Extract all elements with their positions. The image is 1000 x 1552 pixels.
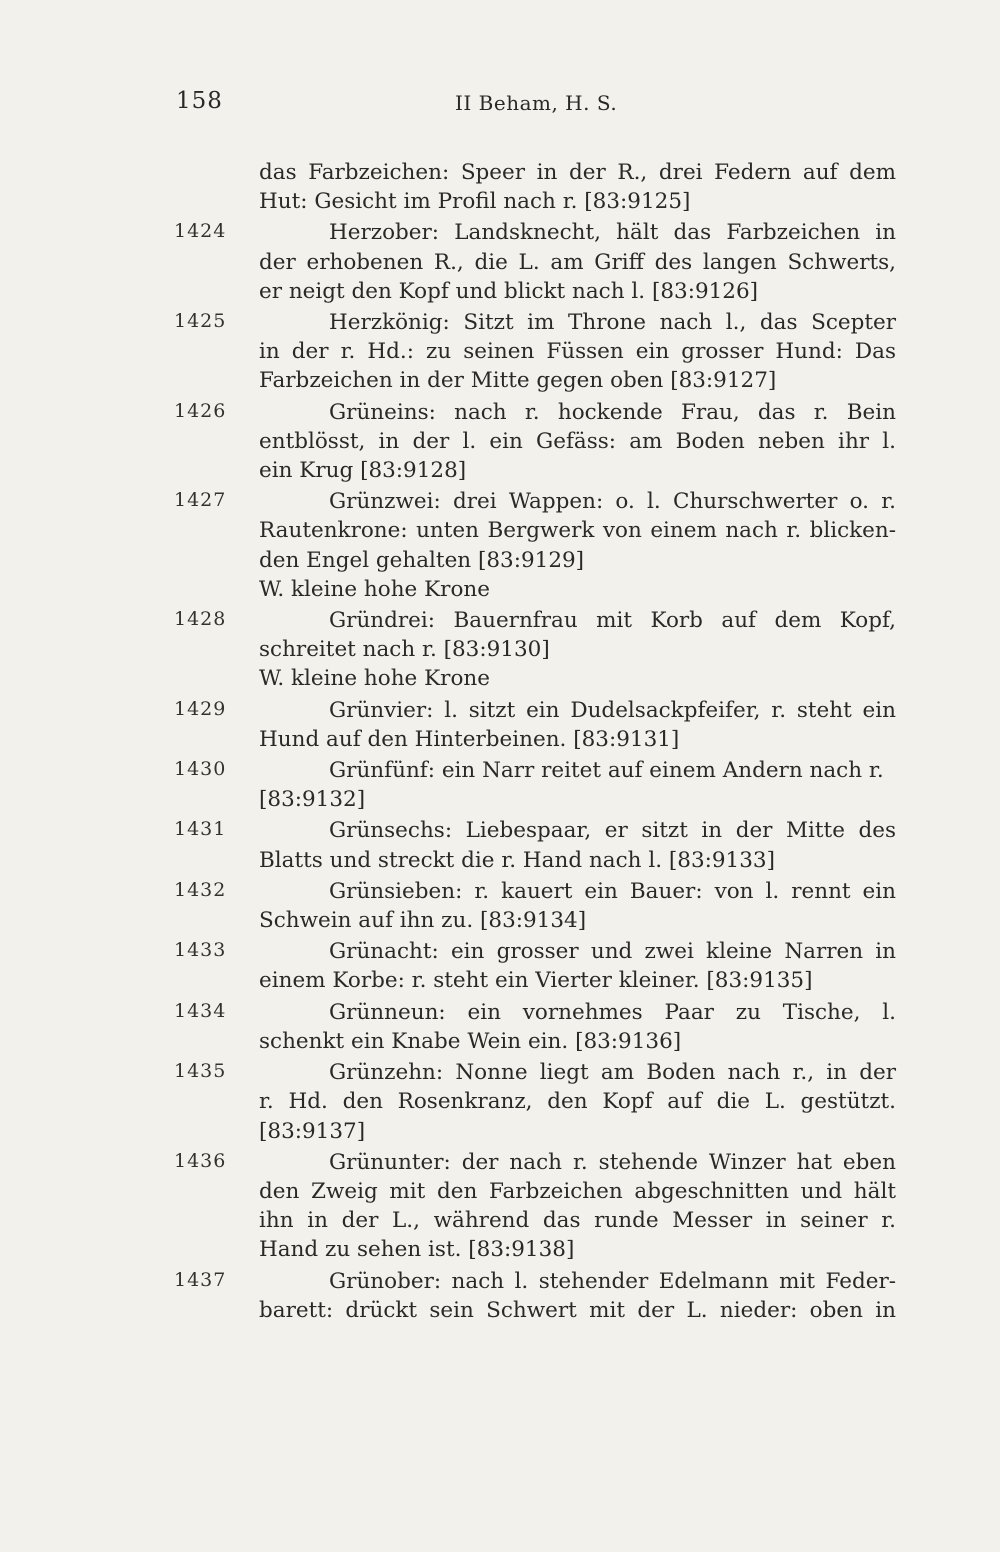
entry-text xyxy=(259,696,896,754)
entry-text xyxy=(259,1058,896,1146)
text-line: Hut: Gesicht im Profil nach r. [83:9125] xyxy=(259,189,691,215)
catalogue-entry xyxy=(174,606,896,694)
text-line: barett: drückt sein Schwert mit der L. nieder: oben in xyxy=(259,1297,896,1323)
text-line: Grünneun: ein vornehmes Paar zu Tische, l. xyxy=(329,999,896,1025)
text-line: r. Hd. den Rosenkranz, den Kopf auf die L. gestützt. xyxy=(259,1089,896,1115)
page-number: 158 xyxy=(176,88,223,114)
text-line: Grünsechs: Liebespaar, er sitzt in der Mitte des xyxy=(329,818,896,844)
catalogue-entry xyxy=(174,1267,896,1325)
text-line: den Zweig mit den Farbzeichen abgeschnitten und hält xyxy=(259,1178,896,1204)
entry-number: 1427 xyxy=(174,489,227,512)
text-line: Herzober: Landsknecht, hält das Farbzeichen in xyxy=(329,220,896,246)
entry-text xyxy=(259,398,896,486)
text-line: entblösst, in der l. ein Gefäss: am Boden neben ihr l. xyxy=(259,428,896,454)
entry-text xyxy=(259,606,896,694)
entry-number: 1434 xyxy=(174,999,227,1022)
text-line: in der r. Hd.: zu seinen Füssen ein grosser Hund: Das xyxy=(259,339,896,365)
catalogue-entry xyxy=(174,756,896,814)
text-line: [83:9137] xyxy=(259,1118,366,1144)
text-line: Rautenkrone: unten Bergwerk von einem nach r. blicken- xyxy=(259,518,896,544)
entry-number: 1428 xyxy=(174,608,227,631)
entry-text xyxy=(259,1148,896,1265)
text-line: Grünacht: ein grosser und zwei kleine Narren in xyxy=(329,939,896,965)
entry-text xyxy=(259,487,896,604)
text-line: W. kleine hohe Krone xyxy=(259,666,490,692)
entry-text xyxy=(259,937,896,995)
catalogue-entries xyxy=(174,158,896,1327)
text-line: schenkt ein Knabe Wein ein. [83:9136] xyxy=(259,1028,682,1054)
entry-number: 1430 xyxy=(174,758,227,781)
catalogue-entry xyxy=(174,158,896,216)
text-line: einem Korbe: r. steht ein Vierter kleiner. [83:9135] xyxy=(259,968,813,994)
text-line: schreitet nach r. [83:9130] xyxy=(259,637,550,663)
entry-text xyxy=(259,158,896,216)
text-line: [83:9132] xyxy=(259,787,366,813)
catalogue-entry xyxy=(174,218,896,306)
entry-number: 1433 xyxy=(174,939,227,962)
catalogue-entry xyxy=(174,998,896,1056)
entry-text xyxy=(259,998,896,1056)
entry-number: 1425 xyxy=(174,310,227,333)
text-line: den Engel gehalten [83:9129] xyxy=(259,547,585,573)
catalogue-entry xyxy=(174,937,896,995)
entry-number: 1429 xyxy=(174,697,227,720)
text-line: Farbzeichen in der Mitte gegen oben [83:9127] xyxy=(259,368,777,394)
entry-text xyxy=(259,877,896,935)
text-line: Hund auf den Hinterbeinen. [83:9131] xyxy=(259,726,680,752)
entry-text xyxy=(259,816,896,874)
catalogue-entry xyxy=(174,696,896,754)
entry-number: 1432 xyxy=(174,878,227,901)
catalogue-entry xyxy=(174,1148,896,1265)
text-line: ihn in der L., während das runde Messer in seiner r. xyxy=(259,1208,896,1234)
text-line: das Farbzeichen: Speer in der R., drei Federn auf dem xyxy=(259,160,896,185)
text-line: Grünunter: der nach r. stehende Winzer hat eben xyxy=(329,1149,896,1175)
entry-number: 1437 xyxy=(174,1268,227,1291)
text-line: Gründrei: Bauernfrau mit Korb auf dem Kopf, xyxy=(329,608,896,634)
text-line: Grüneins: nach r. hockende Frau, das r. Bein xyxy=(329,399,896,425)
entry-text xyxy=(259,218,896,306)
catalogue-entry xyxy=(174,398,896,486)
running-title: II Beham, H. S. xyxy=(455,91,618,115)
text-line: W. kleine hohe Krone xyxy=(259,576,490,602)
catalogue-entry xyxy=(174,487,896,604)
text-line: Grünzehn: Nonne liegt am Boden nach r., in der xyxy=(329,1060,896,1086)
text-line: Hand zu sehen ist. [83:9138] xyxy=(259,1237,575,1263)
entry-number: 1424 xyxy=(174,220,227,243)
entry-number: 1436 xyxy=(174,1149,227,1172)
text-line: Grünober: nach l. stehender Edelmann mit Feder- xyxy=(329,1268,896,1294)
text-line: Grünsieben: r. kauert ein Bauer: von l. rennt ein xyxy=(329,878,896,904)
catalogue-entry xyxy=(174,1058,896,1146)
entry-number: 1426 xyxy=(174,399,227,422)
entry-number: 1435 xyxy=(174,1060,227,1083)
entry-text xyxy=(259,308,896,396)
catalogue-entry xyxy=(174,877,896,935)
entry-number: 1431 xyxy=(174,818,227,841)
catalogue-entry xyxy=(174,308,896,396)
text-line: Blatts und streckt die r. Hand nach l. [83:9133] xyxy=(259,847,775,873)
entry-text xyxy=(259,756,896,814)
text-line: er neigt den Kopf und blickt nach l. [83:9126] xyxy=(259,278,759,304)
text-line: Grünfünf: ein Narr reitet auf einem Andern nach r. xyxy=(329,758,884,784)
text-line: Schwein auf ihn zu. [83:9134] xyxy=(259,908,587,934)
text-line: ein Krug [83:9128] xyxy=(259,458,467,484)
text-line: Grünvier: l. sitzt ein Dudelsackpfeifer, r. steht ein xyxy=(329,697,896,723)
entry-text xyxy=(259,1267,896,1325)
text-line: der erhobenen R., die L. am Griff des langen Schwerts, xyxy=(259,249,896,275)
text-line: Grünzwei: drei Wappen: o. l. Churschwerter o. r. xyxy=(329,489,896,515)
text-line: Herzkönig: Sitzt im Throne nach l., das Scepter xyxy=(329,310,896,336)
catalogue-entry xyxy=(174,816,896,874)
